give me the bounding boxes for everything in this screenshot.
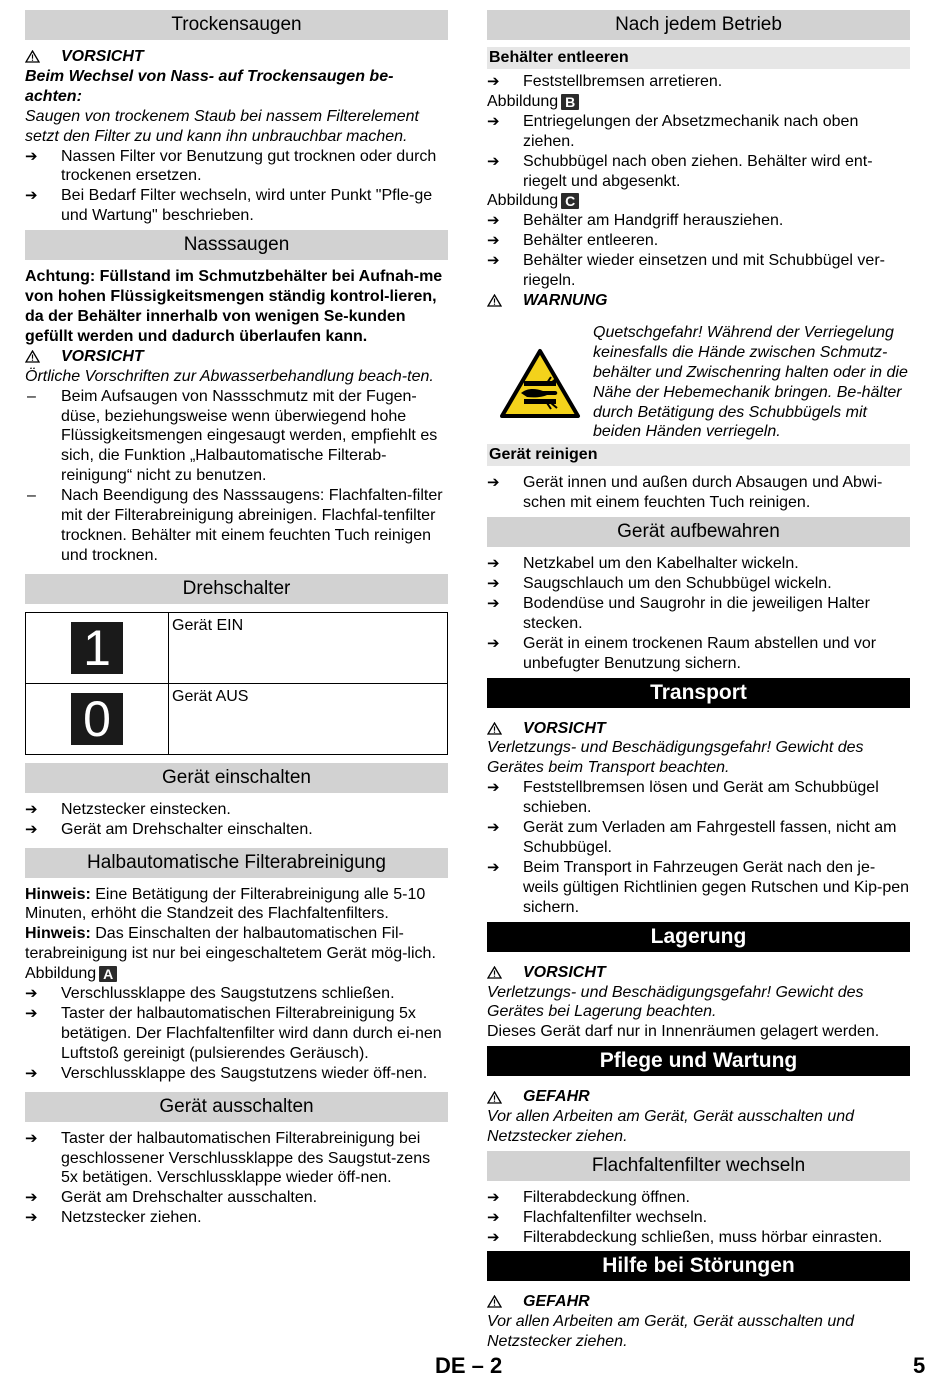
list-item-text: Beim Transport in Fahrzeugen Gerät nach den je-weils gültigen Richtlinien gegen Rutschen und Kip-pen sichern. <box>523 858 910 916</box>
danger-notice <box>487 1087 910 1107</box>
dash-bullet: – <box>27 487 36 505</box>
hint-paragraph <box>25 924 448 964</box>
hint-label: Hinweis: <box>25 885 91 903</box>
list-item-text: Verschlussklappe des Saugstutzens schließen. <box>61 985 395 1003</box>
figure-reference <box>487 92 910 112</box>
arrow-icon: ➔ <box>487 819 500 837</box>
warning-triangle-icon <box>25 350 61 363</box>
heading-drehschalter: Drehschalter <box>25 574 448 604</box>
figure-badge-b: B <box>561 94 579 110</box>
arrow-icon: ➔ <box>25 187 38 205</box>
heading-geraet-einschalten: Gerät einschalten <box>25 763 448 793</box>
heading-flachfaltenfilter: Flachfaltenfilter wechseln <box>487 1151 910 1181</box>
list-item <box>487 473 910 513</box>
figure-badge-a: A <box>99 966 117 982</box>
caution-notice <box>487 963 910 983</box>
arrow-icon: ➔ <box>487 474 500 492</box>
list-item <box>487 1228 910 1248</box>
arrow-icon: ➔ <box>25 1129 38 1147</box>
heading-filterabreinigung: Halbautomatische Filterabreinigung <box>25 848 448 878</box>
warning-notice <box>487 291 910 311</box>
list-item-text: Saugschlauch um den Schubbügel wickeln. <box>523 575 832 593</box>
warning-triangle-icon <box>25 50 61 63</box>
list-item <box>25 486 448 566</box>
danger-text: Vor allen Arbeiten am Gerät, Gerät ausschalten und Netzstecker ziehen. <box>487 1108 855 1146</box>
arrow-icon: ➔ <box>487 252 500 270</box>
heading-geraet-ausschalten: Gerät ausschalten <box>25 1092 448 1122</box>
warning-triangle-icon <box>487 966 523 979</box>
list-item <box>487 72 910 92</box>
subheading-behaelter-entleeren: Behälter entleeren <box>487 47 910 69</box>
arrow-icon: ➔ <box>25 147 38 165</box>
warning-triangle-icon <box>487 294 523 307</box>
list-item-text: Behälter entleeren. <box>523 232 659 250</box>
list-item <box>25 820 448 840</box>
list-item-text: Filterabdeckung öffnen. <box>523 1188 690 1206</box>
caution-label: VORSICHT <box>61 48 144 65</box>
arrow-icon: ➔ <box>25 820 38 838</box>
caution-text: Örtliche Vorschriften zur Abwasserbehandlung beach-ten. <box>25 367 434 385</box>
list-item <box>487 554 910 574</box>
arrow-icon: ➔ <box>487 112 500 130</box>
caution-text: Verletzungs- und Beschädigungsgefahr! Gewicht des Gerätes beim Transport beachten. <box>487 739 864 777</box>
list-item-text: Netzkabel um den Kabelhalter wickeln. <box>523 555 799 573</box>
list-item-text: Verschlussklappe des Saugstutzens wieder öff-nen. <box>61 1064 428 1082</box>
list-item-text: Gerät innen und außen durch Absaugen und Abwi-schen mit einem feuchten Tuch reinigen. <box>523 474 883 512</box>
list-item-text: Flachfaltenfilter wechseln. <box>523 1208 708 1226</box>
list-item <box>25 1064 448 1084</box>
caution-text: Verletzungs- und Beschädigungsgefahr! Gewicht des Gerätes bei Lagerung beachten. <box>487 983 864 1021</box>
arrow-icon: ➔ <box>487 779 500 797</box>
list-item <box>25 147 448 187</box>
list-item-text: Nassen Filter vor Benutzung gut trocknen oder durch trockenen ersetzen. <box>61 147 437 185</box>
list-item-text: Netzstecker ziehen. <box>61 1209 202 1227</box>
list-item-text: Behälter am Handgriff herausziehen. <box>523 212 784 230</box>
footer-page-number: 5 <box>913 1353 926 1378</box>
list-item <box>25 1188 448 1208</box>
list-item-text: Schubbügel nach oben ziehen. Behälter wird ent-riegelt und abgesenkt. <box>523 152 873 190</box>
list-item-text: Gerät am Drehschalter einschalten. <box>61 820 313 838</box>
caution-label: VORSICHT <box>523 963 606 981</box>
caution-lead: Beim Wechsel von Nass- auf Trockensaugen be-achten: <box>25 67 394 105</box>
list-item <box>487 231 910 251</box>
warning-triangle-icon <box>487 1295 523 1308</box>
warning-label: WARNUNG <box>523 291 608 309</box>
warning-triangle-icon <box>487 722 523 735</box>
arrow-icon: ➔ <box>487 232 500 250</box>
figure-label: Abbildung <box>25 965 97 983</box>
dash-bullet: – <box>27 387 36 405</box>
switch-on-symbol: 1 <box>71 622 123 674</box>
heading-hilfe-stoerungen: Hilfe bei Störungen <box>487 1251 910 1281</box>
arrow-icon: ➔ <box>25 1064 38 1082</box>
switch-off-symbol: 0 <box>71 693 123 745</box>
arrow-icon: ➔ <box>25 1189 38 1207</box>
arrow-icon: ➔ <box>487 212 500 230</box>
table-row <box>26 613 447 683</box>
arrow-icon: ➔ <box>487 575 500 593</box>
table-row <box>26 683 447 754</box>
heading-nasssaugen: Nasssaugen <box>25 230 448 260</box>
list-item <box>25 984 448 1004</box>
figure-label: Abbildung <box>487 92 559 110</box>
arrow-icon: ➔ <box>25 1209 38 1227</box>
list-item-text: Beim Aufsaugen von Nassschmutz mit der Fugen-düse, beziehungsweise wenn überwiegend hohe Flüssigkeitsmengen eingesaugt werden, empfiehlt es sich, die Funktion „Halbautomatische Filterab-reinigung“ nicht zu benutzen. <box>61 387 438 485</box>
list-item <box>25 800 448 820</box>
heading-transport: Transport <box>487 678 910 708</box>
caution-notice <box>25 347 448 367</box>
list-item-text: Entriegelungen der Absetzmechanik nach oben ziehen. <box>523 112 859 150</box>
arrow-icon: ➔ <box>487 858 500 876</box>
footer-language-page: DE – 2 <box>435 1353 503 1378</box>
danger-label: GEFAHR <box>523 1292 590 1310</box>
switch-table <box>25 612 448 755</box>
figure-reference <box>25 964 448 984</box>
heading-nach-jedem-betrieb: Nach jedem Betrieb <box>487 10 910 40</box>
arrow-icon: ➔ <box>487 73 500 90</box>
danger-label: GEFAHR <box>523 1088 590 1106</box>
caution-notice <box>487 719 910 739</box>
arrow-icon: ➔ <box>487 1188 500 1206</box>
heading-pflege-wartung: Pflege und Wartung <box>487 1046 910 1076</box>
list-item-text: Behälter wieder einsetzen und mit Schubbügel ver-riegeln. <box>523 252 885 290</box>
switch-off-label: Gerät AUS <box>172 687 249 705</box>
list-item-text: Feststellbremsen lösen und Gerät am Schubbügel schieben. <box>523 779 879 817</box>
danger-text: Vor allen Arbeiten am Gerät, Gerät ausschalten und Netzstecker ziehen. <box>487 1312 855 1350</box>
list-item-text: Taster der halbautomatischen Filterabreinigung bei geschlossener Verschlussklappe des Saugstut-zens 5x betätigen. Verschlussklappe wieder öff-nen. <box>61 1129 431 1187</box>
attention-text: Achtung: Füllstand im Schmutzbehälter bei Aufnah-me von hohen Flüssigkeitsmengen ständig kontrol-lieren, da der Behälter innerhalb von wenigen Se-kunden gefüllt werden und dadurch überlaufen kann. <box>25 268 443 345</box>
list-item <box>487 211 910 231</box>
list-item <box>487 251 910 291</box>
hint-text: Das Einschalten der halbautomatischen Fil-terabreinigung ist nur bei eingeschaltetem Gerät mög-lich. <box>25 925 436 963</box>
list-item <box>487 818 910 858</box>
arrow-icon: ➔ <box>487 152 500 170</box>
list-item <box>487 574 910 594</box>
caution-label: VORSICHT <box>523 719 606 737</box>
list-item-text: Filterabdeckung schließen, muss hörbar einrasten. <box>523 1228 883 1246</box>
list-item <box>25 1208 448 1228</box>
figure-reference <box>487 191 910 211</box>
caution-notice <box>25 47 448 67</box>
list-item <box>487 594 910 634</box>
list-item <box>25 387 448 487</box>
hint-label: Hinweis: <box>25 925 91 943</box>
arrow-icon: ➔ <box>25 800 38 818</box>
hint-text: Eine Betätigung der Filterabreinigung alle 5-10 Minuten, erhöht die Standzeit des Flachfaltenfilters. <box>25 885 426 923</box>
crush-warning-text: Quetschgefahr! Während der Verriegelung keinesfalls die Hände zwischen Schmutz-behälter und Zwischenring halten oder in die Nähe der Hebemechanik bringen. Be-hälter durch Betätigung des Schubbügels mit beiden Händen verriegeln. <box>593 323 908 441</box>
list-item-text: Taster der halbautomatischen Filterabreinigung 5x betätigen. Der Flachfaltenfilter wird dann durch ei-nen Luftstoß gereinigt (pulsierendes Geräusch). <box>61 1005 442 1062</box>
list-item <box>487 1188 910 1208</box>
storage-text: Dieses Gerät darf nur in Innenräumen gelagert werden. <box>487 1023 880 1041</box>
list-item-text: Gerät zum Verladen am Fahrgestell fassen, nicht am Schubbügel. <box>523 819 897 856</box>
subheading-geraet-reinigen: Gerät reinigen <box>487 444 910 466</box>
list-item <box>487 112 910 152</box>
arrow-icon: ➔ <box>25 1005 38 1022</box>
list-item-text: Bei Bedarf Filter wechseln, wird unter Punkt "Pfle-ge und Wartung" beschrieben. <box>61 187 433 225</box>
list-item <box>487 634 910 674</box>
hint-paragraph <box>25 885 448 925</box>
list-item-text: Bodendüse und Saugrohr in die jeweiligen Halter stecken. <box>523 594 870 632</box>
arrow-icon: ➔ <box>487 594 500 612</box>
arrow-icon: ➔ <box>487 555 500 573</box>
figure-badge-c: C <box>561 193 579 209</box>
list-item <box>25 186 448 226</box>
heading-trockensaugen: Trockensaugen <box>25 10 448 40</box>
list-item <box>25 1129 448 1189</box>
arrow-icon: ➔ <box>487 634 500 652</box>
list-item-text: Netzstecker einstecken. <box>61 800 231 818</box>
list-item <box>487 152 910 192</box>
switch-on-label: Gerät EIN <box>172 616 244 634</box>
heading-lagerung: Lagerung <box>487 922 910 952</box>
danger-notice <box>487 1292 910 1312</box>
left-column <box>25 10 448 1228</box>
list-item <box>487 1208 910 1228</box>
heading-geraet-aufbewahren: Gerät aufbewahren <box>487 517 910 547</box>
list-item-text: Feststellbremsen arretieren. <box>523 73 723 90</box>
arrow-icon: ➔ <box>25 985 38 1003</box>
crush-warning-block <box>487 323 910 442</box>
caution-text: Saugen von trockenem Staub bei nassem Filterelement setzt den Filter zu und kann ihn unbrauchbar machen. <box>25 107 419 145</box>
arrow-icon: ➔ <box>487 1208 500 1226</box>
warning-triangle-icon <box>487 1091 523 1104</box>
list-item-text: Gerät in einem trockenen Raum abstellen und vor unbefugter Benutzung sichern. <box>523 634 877 672</box>
arrow-icon: ➔ <box>487 1228 500 1246</box>
list-item <box>487 778 910 818</box>
list-item-text: Nach Beendigung des Nasssaugens: Flachfalten-filter mit der Filterabreinigung abreinigen. Flachfal-tenfilter trocknen. Behälter mit einem feuchten Tuch reinigen und trocknen. <box>61 487 443 564</box>
list-item <box>487 858 910 918</box>
hand-crush-hazard-icon <box>487 323 593 442</box>
list-item <box>25 1004 448 1064</box>
caution-label: VORSICHT <box>61 347 144 365</box>
right-column <box>487 10 910 1351</box>
list-item-text: Gerät am Drehschalter ausschalten. <box>61 1189 318 1207</box>
figure-label: Abbildung <box>487 192 559 210</box>
